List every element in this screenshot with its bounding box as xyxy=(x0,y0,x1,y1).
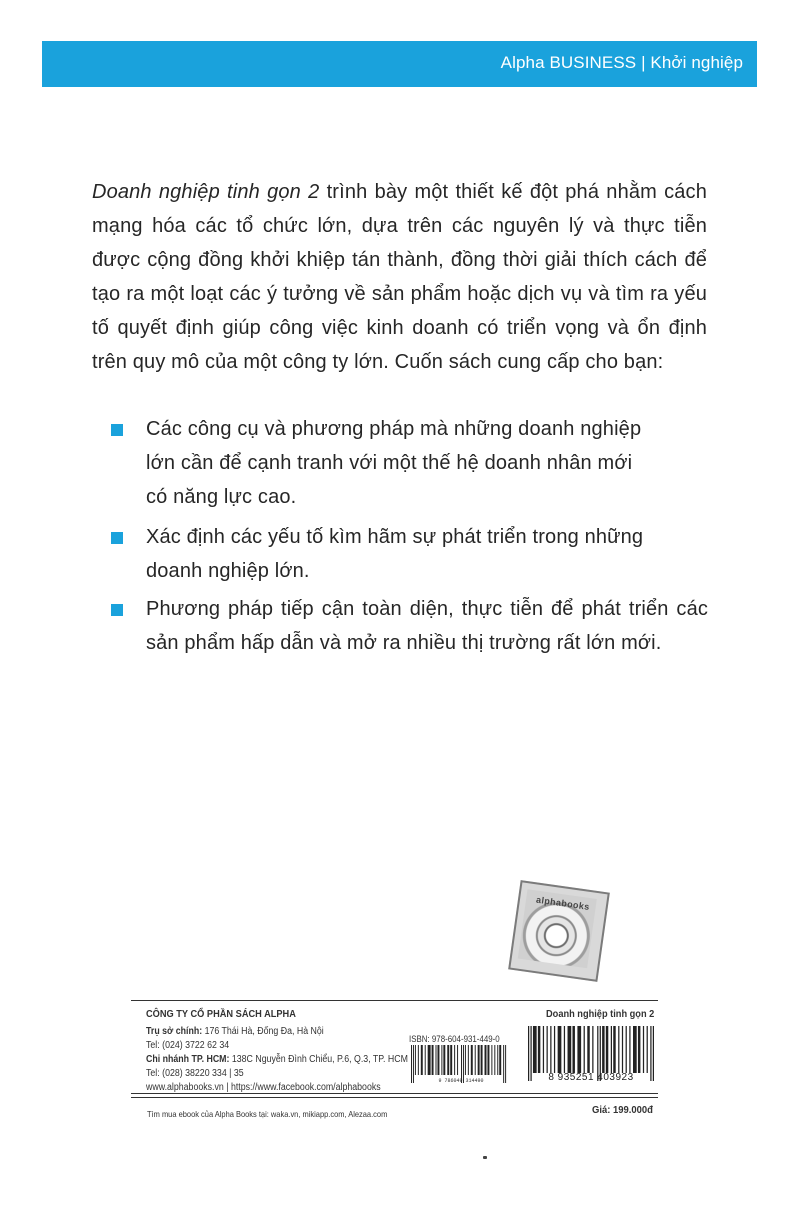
barcode-bar xyxy=(428,1045,431,1075)
barcode-bar xyxy=(499,1045,501,1075)
barcode-bar xyxy=(602,1026,604,1073)
barcode-bar xyxy=(491,1045,492,1075)
barcode-bar xyxy=(568,1026,572,1073)
barcode-bar xyxy=(584,1026,585,1073)
list-item-line: Các công cụ và phương pháp mà những doanh nghiệp xyxy=(146,418,642,440)
barcode-bar xyxy=(613,1026,615,1073)
barcode-bar xyxy=(471,1045,473,1075)
publisher-info xyxy=(146,1007,408,1095)
branch-tel: Tel: (028) 38220 334 | 35 xyxy=(146,1068,244,1079)
barcode-bar xyxy=(638,1026,640,1073)
hq-tel: Tel: (024) 3722 62 34 xyxy=(146,1040,230,1051)
barcode-bar xyxy=(587,1026,589,1073)
barcode-bar xyxy=(618,1026,619,1073)
barcode-bar xyxy=(411,1045,412,1083)
hq-label: Trụ sở chính: xyxy=(146,1026,203,1037)
barcode-bar xyxy=(481,1045,483,1075)
barcode-bar xyxy=(485,1045,487,1075)
barcode-bar xyxy=(558,1026,562,1073)
barcode-bar xyxy=(611,1026,612,1073)
authenticity-sticker xyxy=(508,880,610,982)
barcode-bar xyxy=(421,1045,423,1075)
bullet-square-icon xyxy=(111,604,123,616)
intro-book-title: Doanh nghiệp tinh gọn 2 xyxy=(92,181,320,203)
list-item-line: có năng lực cao. xyxy=(146,486,297,508)
branch-address: 138C Nguyễn Đình Chiểu, P.6, Q.3, TP. HCM xyxy=(229,1054,408,1065)
bullet-square-icon xyxy=(111,424,123,436)
barcode-bar xyxy=(577,1026,581,1073)
list-item-text: Phương pháp tiếp cận toàn diện, thực tiễn để phát triển các sản phẩm hấp dẫn và mở ra nhiều thị trường rất lớn mới. xyxy=(146,598,708,654)
isbn-text: ISBN: 978-604-931-449-0 xyxy=(409,1034,500,1044)
barcode-bar xyxy=(432,1045,434,1075)
barcode-bar xyxy=(447,1045,449,1075)
barcode-bar xyxy=(633,1026,637,1073)
barcode-bar xyxy=(465,1045,466,1075)
barcode-bar xyxy=(415,1045,416,1075)
barcode-bar xyxy=(441,1045,442,1075)
barcode-bar xyxy=(530,1026,531,1081)
barcode-bar xyxy=(475,1045,476,1075)
branch-label: Chi nhánh TP. HCM: xyxy=(146,1054,230,1065)
series-label: Alpha BUSINESS | Khởi nghiệp xyxy=(500,53,743,72)
barcode-bar xyxy=(468,1045,469,1075)
isbn-digits: 9 786049 314490 xyxy=(438,1078,484,1083)
list-item xyxy=(108,520,643,588)
ean-digits: 8 935251 403923 xyxy=(548,1072,634,1081)
barcode-bar xyxy=(650,1026,651,1081)
barcode-bar xyxy=(425,1045,426,1075)
list-item-line: Xác định các yếu tố kìm hãm sự phát triển trong những xyxy=(146,526,644,548)
barcode-bar xyxy=(478,1045,480,1075)
intro-paragraph xyxy=(92,175,707,379)
barcode-bar xyxy=(454,1045,455,1075)
barcode-bar xyxy=(643,1026,644,1073)
bullet-square-icon xyxy=(111,532,123,544)
barcode-bar xyxy=(505,1045,506,1083)
barcode-bar xyxy=(550,1026,551,1073)
list-item xyxy=(108,592,708,660)
barcode-bar xyxy=(503,1045,504,1083)
barcode-bar xyxy=(592,1026,593,1073)
barcode-bar xyxy=(543,1026,544,1073)
barcode-bar xyxy=(443,1045,445,1075)
footer-divider xyxy=(131,1097,658,1098)
hq-address: 176 Thái Hà, Đống Đa, Hà Nội xyxy=(202,1026,324,1037)
barcode-bar xyxy=(437,1045,439,1075)
book-title-small: Doanh nghiệp tinh gọn 2 xyxy=(546,1008,655,1020)
list-item-line: lớn cần để cạnh tranh với một thế hệ doanh nhân mới xyxy=(146,452,633,474)
barcode-bar xyxy=(436,1045,437,1075)
barcode-bar xyxy=(450,1045,452,1075)
barcode-bar xyxy=(413,1045,414,1083)
barcode-bar xyxy=(606,1026,608,1073)
barcode-bar xyxy=(622,1026,623,1073)
barcode-bar xyxy=(547,1026,548,1073)
barcode-bar xyxy=(554,1026,555,1073)
publisher-company: CÔNG TY CỔ PHẦN SÁCH ALPHA xyxy=(146,1008,296,1020)
barcode-bar xyxy=(629,1026,630,1073)
series-header-bar xyxy=(42,41,757,87)
sticker-text: alphabooks xyxy=(535,894,591,912)
publisher-box xyxy=(131,1000,658,1094)
ebook-info: Tìm mua ebook của Alpha Books tại: waka.vn, mikiapp.com, Alezaa.com xyxy=(147,1109,388,1119)
barcode-bar xyxy=(564,1026,565,1073)
barcode-bar xyxy=(497,1045,498,1075)
barcode-bar xyxy=(457,1045,458,1075)
ean-barcode xyxy=(526,1026,656,1081)
barcode-bar xyxy=(626,1026,627,1073)
barcode-bar xyxy=(647,1026,648,1073)
print-speck xyxy=(483,1156,487,1159)
barcode-bar xyxy=(653,1026,654,1081)
barcode-bar xyxy=(572,1026,574,1073)
barcode-bar xyxy=(528,1026,529,1081)
intro-text: trình bày một thiết kế đột phá nhằm cách mạng hóa các tổ chức lớn, dựa trên các nguyên lý và thực tiễn được cộng đồng khởi khiệp tán thành, đồng thời giải thích cách để tạo ra một loạt các ý tưởng về sản phẩm hoặc dịch vụ và tìm ra yếu tố quyết định giúp công việc kinh doanh có triển vọng và ổn định trên quy mô của một công ty lớn. Cuốn sách cung cấp cho bạn: xyxy=(92,181,707,373)
barcode-bar xyxy=(494,1045,495,1075)
barcode-bar xyxy=(533,1026,537,1073)
list-item-line: doanh nghiệp lớn. xyxy=(146,560,310,582)
barcode-bar xyxy=(487,1045,489,1075)
publisher-web: www.alphabooks.vn | https://www.facebook.com/alphabooks xyxy=(146,1082,381,1093)
price-label: Giá: 199.000đ xyxy=(592,1104,653,1116)
barcode-bar xyxy=(538,1026,540,1073)
list-item xyxy=(108,412,641,514)
isbn-barcode xyxy=(409,1045,513,1083)
barcode-bar xyxy=(418,1045,419,1075)
